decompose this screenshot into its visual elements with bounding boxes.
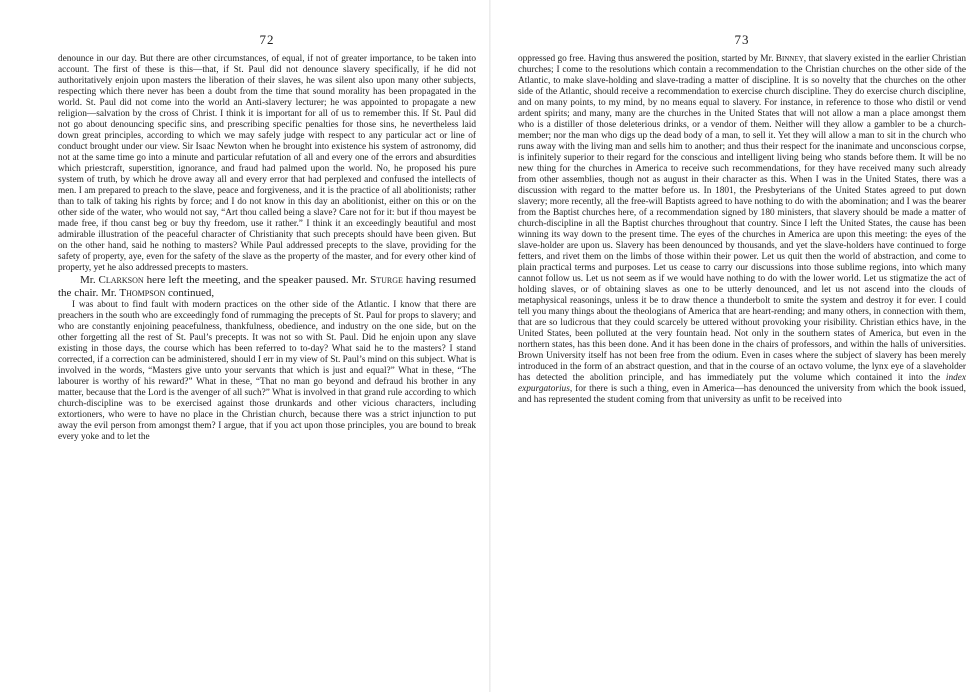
text-run-a: oppressed go free. Having thus answered the position, started by Mr. [518, 54, 776, 64]
speech-paragraph-3 [518, 54, 966, 406]
right-page [490, 0, 980, 692]
italic-term: index expurgatorius [518, 373, 966, 394]
speaker-name-sturge: Sturge [370, 274, 403, 286]
narration-part-b: here left the meeting, and the speaker paused. Mr. [143, 274, 371, 286]
left-page-body [58, 54, 476, 443]
narration-part-d: continued, [165, 287, 215, 299]
speaker-name-clarkson: Clarkson [98, 274, 144, 286]
narration-paragraph [58, 274, 476, 300]
speech-paragraph-2: I was about to find fault with modern practices on the other side of the Atlantic. I know that there are preachers in the south who are exceedingly fond of rummaging the precepts of St. Paul for props to slavery; and who are constantly enjoining peacefulness, thankfulness, obedience, and industry on the one side, but on the other forgetting all the rest of St. Paul’s precepts. It was not so with St. Paul. Did he enjoin upon any slave existing in those days, the course which has been referred to to-day? What said he to the masters? I stand corrected, if a correction can be administered, should I err in my view of St. Paul’s mind on this subject. What is involved in the words, “Masters give unto your servants that which is just and equal?” What in these, “The labourer is worthy of his reward?” What in these, “That no man go beyond and defraud his brother in any matter, because that the Lord is the avenger of all such?” What is involved in that grand rule according to which church-discipline was to be exercised against those drunkards and other vicious characters, including extortioners, who were to have no place in the Christian church, because there was a strict injunction to put away the evil person from amongst them? I argue, that if you act upon those principles, you are bound to break every yoke and to let the [58, 300, 476, 442]
page-number-left: 72 [259, 32, 275, 47]
text-run-c: , for there is such a thing, even in America—has denounced the university from which the book issued, and has represented the student coming from that university as unfit to be received into [518, 384, 966, 405]
narration-part-c: having resumed the chair. Mr. [58, 274, 476, 299]
right-page-body [518, 54, 966, 406]
speaker-name-binney: Binney [775, 54, 804, 64]
page-number-right: 73 [734, 32, 750, 47]
narration-part-a: Mr. [80, 274, 99, 286]
text-run-b: , that slavery existed in the earlier Christian churches; I come to the resolutions which contain a recommendation to the Christian churches on the other side of the Atlantic, to make slave-holding and slave-trading a matter of discipline. It is so novelty that the churches on the other side of the Atlantic, should receive a recommendation to exercise church discipline. They do exercise church discipline, and on many points, to my mind, by no means equal to slavery. For instance, in reference to those who distil or vend ardent spirits; and many, many are the churches in the United States that will not allow a man a place amongst them who is a distiller of those deleterious drinks, or a vendor of them. Neither will they allow a gambler to be a church-member; nor the man who digs up the dead body of a man, to sell it. Yet they will allow a man to sit in the church who runs away with the living man and sells him to another; and thus their respect for the inanimate and unconscious corpse, is infinitely superior to their regard for the conscious and intelligent living being who stands before them. It will be no new thing for the churches in America to receive such recommendations, for they have received many such already from other assemblies, though not as august in their character as this. When I was in the United States, there was a discussion with regard to the matter before us. In 1801, the Presbyterians of the United States agreed to put down slavery; more recently, all the free-will Baptists agreed to have nothing to do with the abomination; and I was the bearer from the Baptist churches here, of a recommendation signed by 180 ministers, that slavery should be made a matter of church-discipline in all the Baptist churches throughout that country. Since I left the United States, the cause has been winning its way down to the present time. The eyes of the churches in America are upon this meeting: the eyes of the slave-holder are upon us. Slavery has been denounced by thousands, and yet the slave-holders have continued to forge fetters, and rivet them on the limbs of those within their power. Let us quit then the world of abstraction, and come to plain practical terms and purposes. Let us cease to carry our discussions into those sublime regions, into which many cannot follow us. Let us not seem as if we would have nothing to do with the lower world. Let us stigmatize the act of holding slaves, or of obtaining slaves as one to be utterly denounced, and let us not ascend into the clouds of metaphysical reasonings, unless it be to draw thence a thunderbolt to smite the system and destroy it for ever. I could tell you many things about the theologians of America that are heart-rending; and many others, in connection with them, that are so ludicrous that they could scarcely be uttered without provoking your risibility. Christian ethics have, in the United States, been polluted at the very fountain head. Not only in the southern states of America, but even in the northern states, has this been done. And it has been done in the chairs of professors, and within the halls of universities. Brown University itself has not been free from the odium. Even in cases where the subject of slavery has been merely introduced in the form of an abstract question, and that in the course of an octavo volume, the lynx eye of a slaveholder has detected the abolition principle, and has immediately put the volume which contained it into the [518, 54, 966, 383]
speech-paragraph-1: denounce in our day. But there are other circumstances, of equal, if not of greater importance, to be taken into account. The first of these is this—that, if St. Paul did not denounce slavery specifically, if he did not authoritatively enjoin upon masters the liberation of their slaves, he was silent also upon many other subjects, respecting which there never has been a doubt from the time that sound morality has been propagated in the world. St. Paul did not come into the world an Anti-slavery lecturer; he was appointed to propagate a new religion—salvation by the cross of Christ. I think it is important for all of us to remember this. If St. Paul did not go about denouncing specific sins, and prescribing specific penalties for those sins, he nevertheless laid down great principles, according to which we may safely judge with respect to any particular act or line of conduct brought under our view. Sir Isaac Newton when he brought into existence his system of astronomy, did not at the same time go into a minute and particular refutation of all and every one of the errors and absurdities which priestcraft, superstition, ignorance, and fraud had palmed upon the world. No, he proposed his pure system of truth, by which he drove away all and every error that had perplexed and confused the intellects of men. I am prepared to preach to the slave, peace and forgiveness, and it is the practice of all abolitionists; rather than to talk of taking his rights by force; and I do not know in this day an abolitionist, either on this or on the other side of the water, who would not say, “Art thou called being a slave? Care not for it: but if thou mayest be made free, if thou canst beg or buy thy freedom, use it rather.” I think it an exceedingly beautiful and most admirable illustration of the peaceful character of Christianity that such precepts should have been given. But on the other hand, said he nothing to masters? While Paul addressed precepts to the slave, providing for the safety of property, aye, even for the safety of the slave as the property of the master, and for every other kind of property, yet he also addressed precepts to masters. [58, 54, 476, 273]
speaker-name-thompson: Thompson [119, 287, 166, 299]
